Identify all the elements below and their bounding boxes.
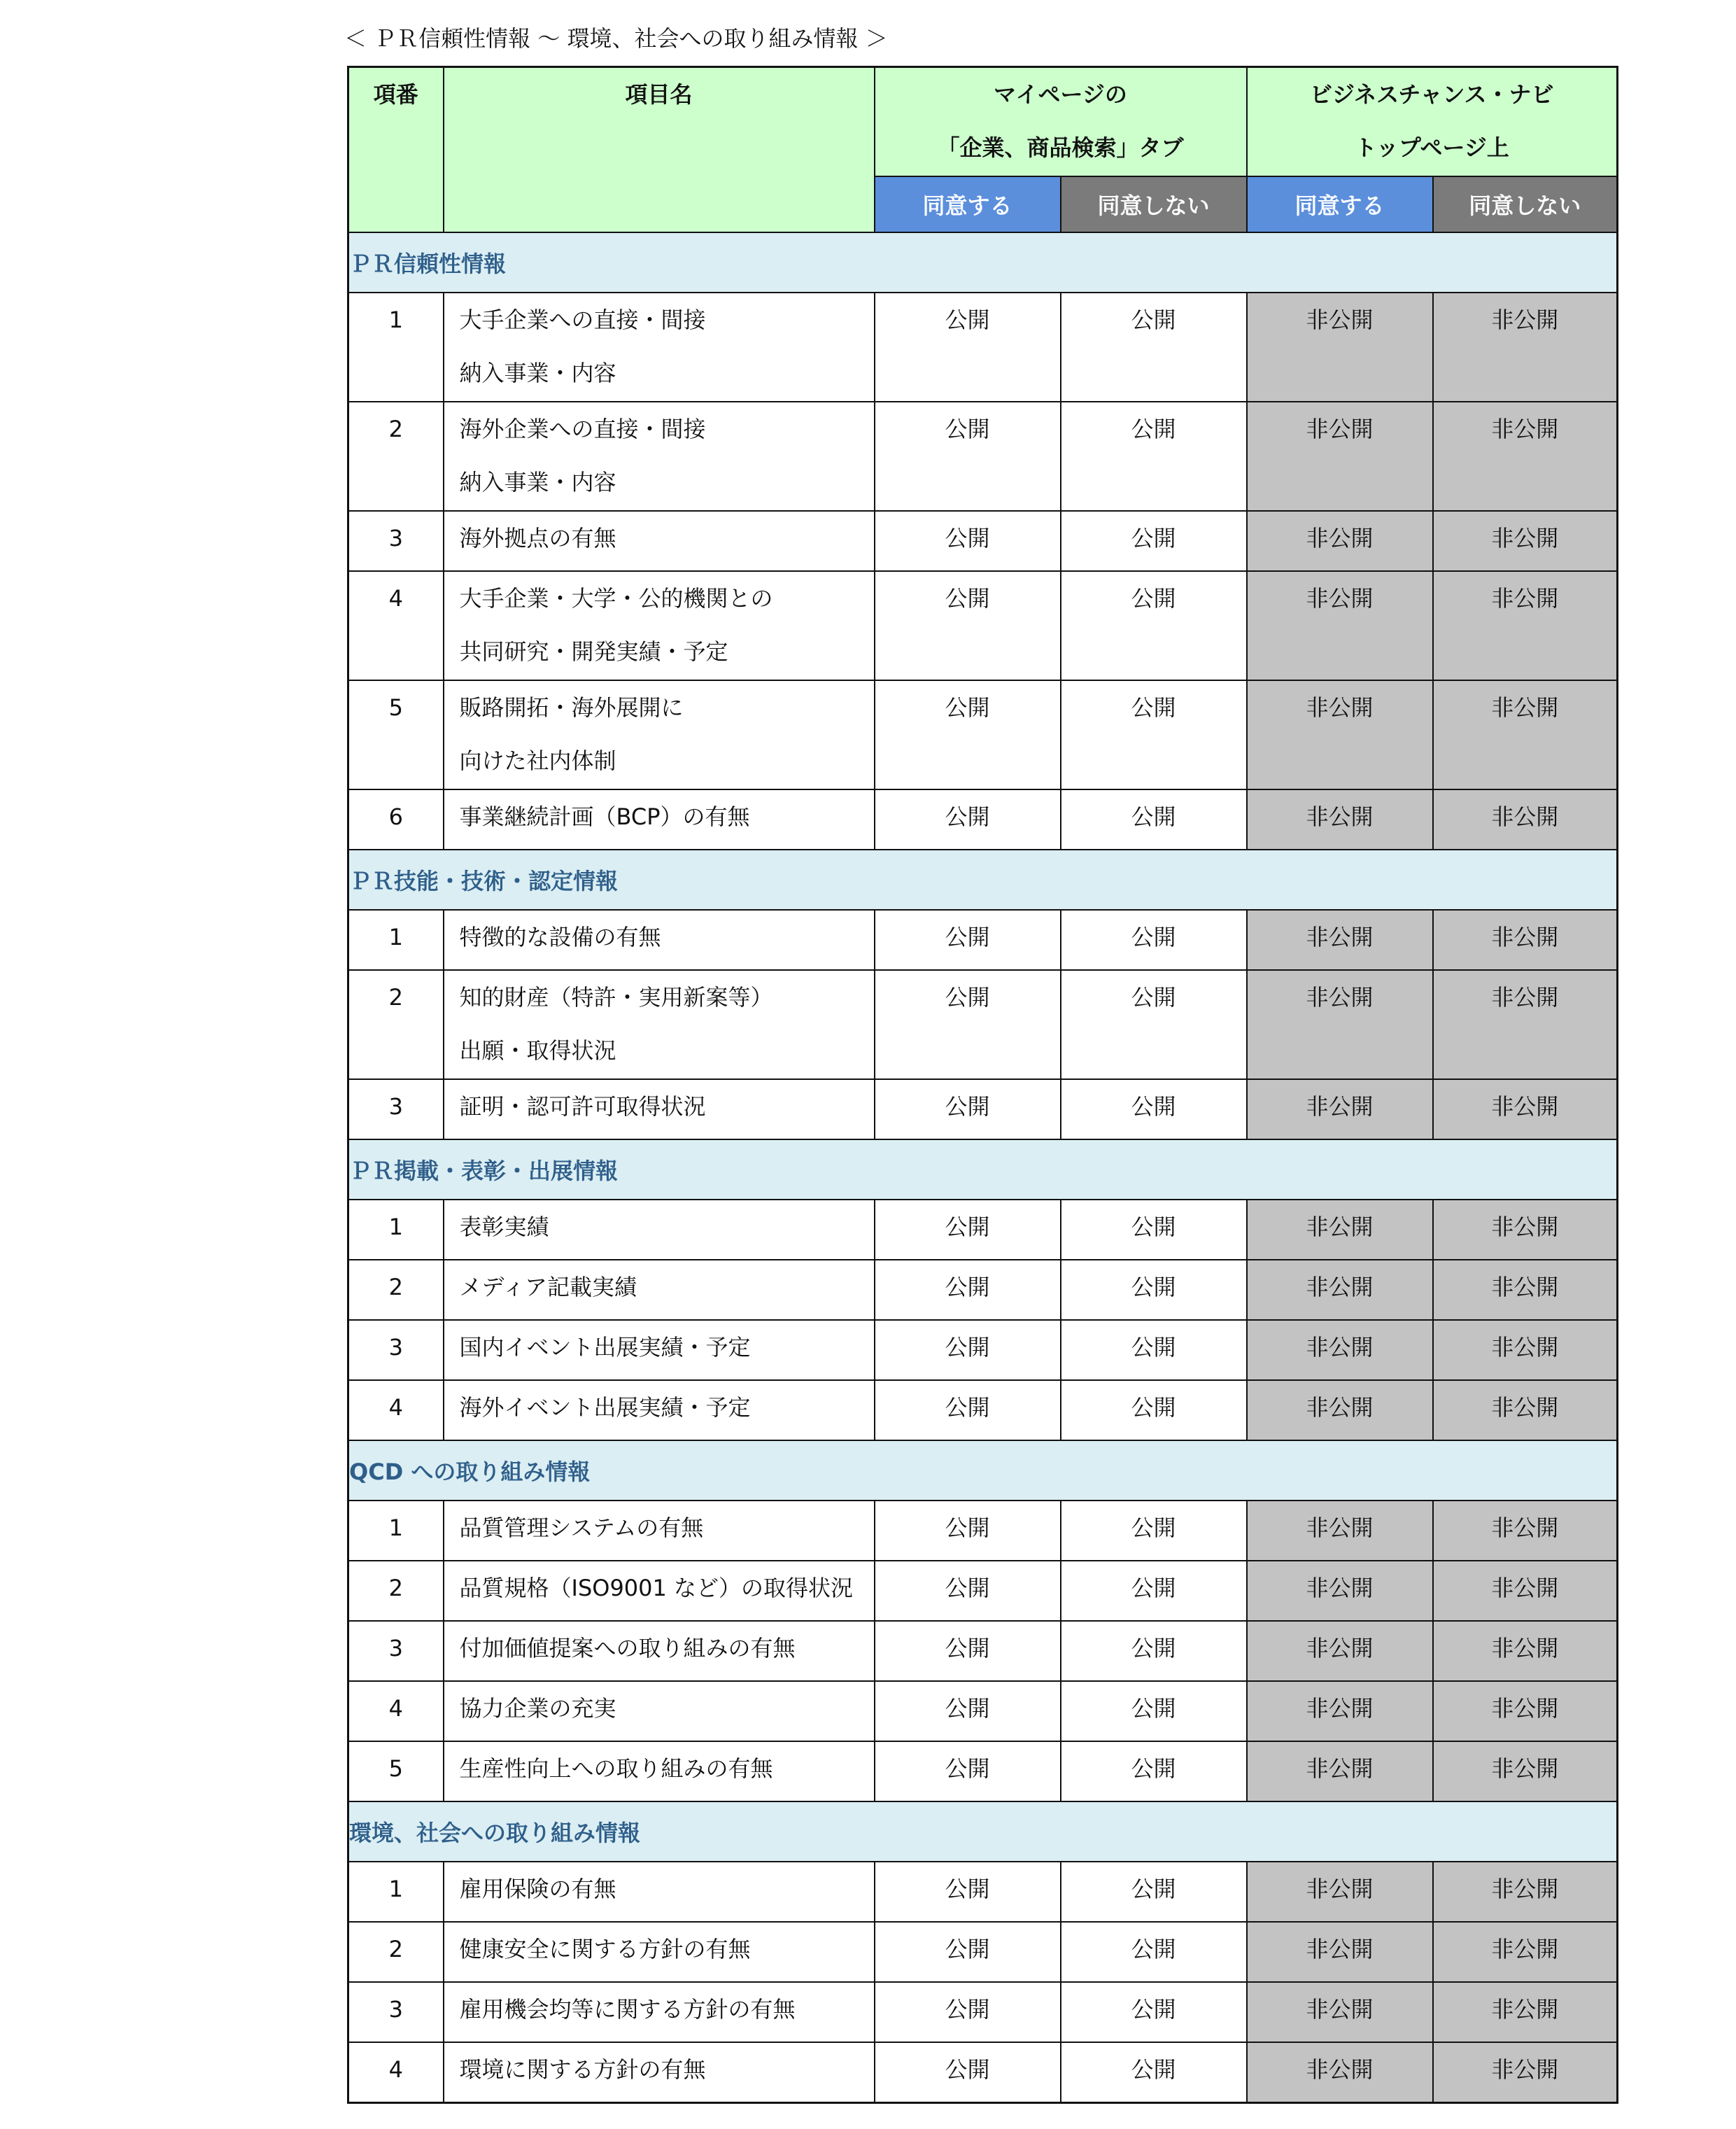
navi-agree-value: 非公開: [1247, 402, 1433, 511]
header-navi-disagree: 同意しない: [1433, 176, 1618, 232]
header-navi-line2: トップページ上: [1354, 134, 1509, 161]
navi-disagree-value: 非公開: [1433, 1200, 1618, 1260]
section-title: ＰＲ信頼性情報: [348, 232, 1618, 293]
item-name: [444, 1922, 875, 1982]
item-name-line: 表彰実績: [459, 1214, 549, 1240]
table-row: [348, 1320, 1618, 1380]
table-body: [348, 232, 1618, 2103]
item-number: 4: [348, 1681, 444, 1741]
navi-agree-value: 非公開: [1247, 910, 1433, 970]
navi-disagree-value: 非公開: [1433, 1982, 1618, 2042]
item-name-line: 品質管理システムの有無: [459, 1515, 704, 1541]
item-number: 3: [348, 1621, 444, 1681]
mypage-agree-value: 公開: [875, 293, 1061, 402]
item-name-line: 特徴的な設備の有無: [459, 924, 661, 950]
navi-disagree-value: 非公開: [1433, 2042, 1618, 2103]
mypage-disagree-value: 公開: [1061, 1380, 1247, 1440]
table-row: [348, 1200, 1618, 1260]
item-number: 1: [348, 910, 444, 970]
item-name: [444, 1200, 875, 1260]
navi-agree-value: 非公開: [1247, 1079, 1433, 1139]
mypage-agree-value: 公開: [875, 789, 1061, 850]
navi-agree-value: 非公開: [1247, 1501, 1433, 1561]
item-number: 4: [348, 571, 444, 680]
item-number: 2: [348, 1260, 444, 1320]
mypage-agree-value: 公開: [875, 402, 1061, 511]
navi-agree-value: 非公開: [1247, 1561, 1433, 1621]
navi-agree-value: 非公開: [1247, 1922, 1433, 1982]
table-row: [348, 1741, 1618, 1801]
mypage-disagree-value: 公開: [1061, 511, 1247, 571]
item-name-line: 大手企業・大学・公的機関との: [459, 585, 773, 612]
section-row: [348, 1139, 1618, 1200]
item-name: [444, 293, 875, 402]
header-mypage-search-tab: [875, 67, 1247, 177]
mypage-disagree-value: 公開: [1061, 1501, 1247, 1561]
navi-disagree-value: 非公開: [1433, 1079, 1618, 1139]
mypage-disagree-value: 公開: [1061, 910, 1247, 970]
mypage-agree-value: 公開: [875, 1320, 1061, 1380]
mypage-disagree-value: 公開: [1061, 1982, 1247, 2042]
table-row: [348, 402, 1618, 511]
disclosure-settings-table: [347, 66, 1618, 2104]
navi-disagree-value: 非公開: [1433, 293, 1618, 402]
item-number: 1: [348, 1200, 444, 1260]
item-name-line: 販路開拓・海外展開に: [459, 694, 684, 721]
mypage-disagree-value: 公開: [1061, 2042, 1247, 2103]
navi-agree-value: 非公開: [1247, 1260, 1433, 1320]
table-row: [348, 970, 1618, 1079]
table-row: [348, 1862, 1618, 1922]
item-number: 4: [348, 1380, 444, 1440]
item-name: [444, 1681, 875, 1741]
item-number: 2: [348, 1922, 444, 1982]
mypage-disagree-value: 公開: [1061, 680, 1247, 789]
item-name-line: 雇用保険の有無: [459, 1876, 616, 1902]
navi-agree-value: 非公開: [1247, 1380, 1433, 1440]
item-name: [444, 970, 875, 1079]
mypage-agree-value: 公開: [875, 1741, 1061, 1801]
item-number: 1: [348, 1862, 444, 1922]
table-row: [348, 1561, 1618, 1621]
item-name: [444, 1862, 875, 1922]
item-name: [444, 1501, 875, 1561]
mypage-agree-value: 公開: [875, 511, 1061, 571]
mypage-disagree-value: 公開: [1061, 293, 1247, 402]
item-name-line: 国内イベント出展実績・予定: [459, 1334, 751, 1361]
table-row: [348, 1621, 1618, 1681]
item-name-line: 生産性向上への取り組みの有無: [459, 1755, 773, 1782]
item-number: 3: [348, 511, 444, 571]
item-name: [444, 1079, 875, 1139]
mypage-agree-value: 公開: [875, 680, 1061, 789]
mypage-disagree-value: 公開: [1061, 571, 1247, 680]
navi-disagree-value: 非公開: [1433, 970, 1618, 1079]
mypage-agree-value: 公開: [875, 1260, 1061, 1320]
table-row: [348, 1501, 1618, 1561]
header-navi-agree: 同意する: [1247, 176, 1433, 232]
navi-disagree-value: 非公開: [1433, 1621, 1618, 1681]
mypage-agree-value: 公開: [875, 1079, 1061, 1139]
item-name: [444, 1380, 875, 1440]
table-row: [348, 1079, 1618, 1139]
item-name-line: 証明・認可許可取得状況: [459, 1093, 706, 1120]
item-name-line: 雇用機会均等に関する方針の有無: [459, 1996, 796, 2023]
navi-disagree-value: 非公開: [1433, 402, 1618, 511]
table-row: [348, 2042, 1618, 2103]
item-name: [444, 1260, 875, 1320]
item-name-line: 協力企業の充実: [459, 1695, 616, 1722]
table-row: [348, 789, 1618, 850]
table-row: [348, 910, 1618, 970]
header-item-name: 項目名: [444, 67, 875, 233]
item-number: 1: [348, 1501, 444, 1561]
navi-disagree-value: 非公開: [1433, 1380, 1618, 1440]
mypage-agree-value: 公開: [875, 910, 1061, 970]
item-number: 1: [348, 293, 444, 402]
table-row: [348, 1380, 1618, 1440]
navi-disagree-value: 非公開: [1433, 1561, 1618, 1621]
mypage-agree-value: 公開: [875, 1922, 1061, 1982]
table-row: [348, 1681, 1618, 1741]
navi-disagree-value: 非公開: [1433, 1922, 1618, 1982]
item-number: 5: [348, 680, 444, 789]
mypage-agree-value: 公開: [875, 1681, 1061, 1741]
item-number: 3: [348, 1079, 444, 1139]
section-row: [348, 232, 1618, 293]
item-name: [444, 511, 875, 571]
item-name: [444, 2042, 875, 2103]
mypage-disagree-value: 公開: [1061, 1260, 1247, 1320]
item-name-line: 向けた社内体制: [459, 747, 616, 774]
mypage-disagree-value: 公開: [1061, 789, 1247, 850]
item-name: [444, 1741, 875, 1801]
item-number: 4: [348, 2042, 444, 2103]
item-number: 5: [348, 1741, 444, 1801]
item-name: [444, 1320, 875, 1380]
item-number: 2: [348, 1561, 444, 1621]
section-title: 環境、社会への取り組み情報: [348, 1801, 1618, 1862]
mypage-agree-value: 公開: [875, 1501, 1061, 1561]
navi-agree-value: 非公開: [1247, 680, 1433, 789]
item-name-line: 海外イベント出展実績・予定: [459, 1394, 751, 1421]
header-mypage-disagree: 同意しない: [1061, 176, 1247, 232]
item-name-line: 納入事業・内容: [459, 360, 616, 386]
navi-agree-value: 非公開: [1247, 1200, 1433, 1260]
mypage-disagree-value: 公開: [1061, 1862, 1247, 1922]
navi-agree-value: 非公開: [1247, 970, 1433, 1079]
mypage-disagree-value: 公開: [1061, 970, 1247, 1079]
mypage-agree-value: 公開: [875, 571, 1061, 680]
mypage-disagree-value: 公開: [1061, 1561, 1247, 1621]
item-name-line: 共同研究・開発実績・予定: [459, 638, 728, 665]
header-navi-line1: ビジネスチャンス・ナビ: [1310, 81, 1554, 108]
page-title: ＜ ＰＲ信頼性情報 ～ 環境、社会への取り組み情報 ＞: [344, 25, 888, 52]
navi-disagree-value: 非公開: [1433, 511, 1618, 571]
table-row: [348, 680, 1618, 789]
mypage-disagree-value: 公開: [1061, 1922, 1247, 1982]
navi-disagree-value: 非公開: [1433, 789, 1618, 850]
item-name-line: 大手企業への直接・間接: [459, 307, 706, 333]
navi-disagree-value: 非公開: [1433, 680, 1618, 789]
navi-agree-value: 非公開: [1247, 511, 1433, 571]
mypage-agree-value: 公開: [875, 1982, 1061, 2042]
navi-agree-value: 非公開: [1247, 293, 1433, 402]
mypage-agree-value: 公開: [875, 970, 1061, 1079]
navi-agree-value: 非公開: [1247, 1741, 1433, 1801]
navi-agree-value: 非公開: [1247, 789, 1433, 850]
mypage-disagree-value: 公開: [1061, 1079, 1247, 1139]
item-name-line: 知的財産（特許・実用新案等）: [459, 984, 773, 1011]
table-row: [348, 1922, 1618, 1982]
mypage-agree-value: 公開: [875, 1621, 1061, 1681]
mypage-disagree-value: 公開: [1061, 1200, 1247, 1260]
navi-agree-value: 非公開: [1247, 1681, 1433, 1741]
mypage-agree-value: 公開: [875, 2042, 1061, 2103]
item-name-line: 付加価値提案への取り組みの有無: [459, 1635, 796, 1661]
item-name: [444, 1561, 875, 1621]
section-row: [348, 1801, 1618, 1862]
item-name-line: 海外企業への直接・間接: [459, 416, 706, 442]
item-name: [444, 571, 875, 680]
table-row: [348, 293, 1618, 402]
mypage-agree-value: 公開: [875, 1862, 1061, 1922]
navi-agree-value: 非公開: [1247, 2042, 1433, 2103]
item-name-line: 事業継続計画（BCP）の有無: [459, 803, 750, 830]
item-name-line: 出願・取得状況: [459, 1037, 616, 1064]
table-header: [348, 67, 1618, 233]
navi-disagree-value: 非公開: [1433, 571, 1618, 680]
item-name-line: 海外拠点の有無: [459, 525, 616, 551]
header-mypage-line2: 「企業、商品検索」タブ: [937, 134, 1184, 161]
navi-agree-value: 非公開: [1247, 571, 1433, 680]
navi-disagree-value: 非公開: [1433, 1681, 1618, 1741]
mypage-agree-value: 公開: [875, 1561, 1061, 1621]
navi-disagree-value: 非公開: [1433, 1320, 1618, 1380]
section-title: ＰＲ技能・技術・認定情報: [348, 850, 1618, 910]
header-mypage-agree: 同意する: [875, 176, 1061, 232]
table-row: [348, 571, 1618, 680]
item-name: [444, 789, 875, 850]
item-name-line: 納入事業・内容: [459, 469, 616, 496]
item-number: 2: [348, 402, 444, 511]
item-name: [444, 1982, 875, 2042]
navi-disagree-value: 非公開: [1433, 1741, 1618, 1801]
navi-agree-value: 非公開: [1247, 1982, 1433, 2042]
section-row: [348, 1440, 1618, 1501]
item-name-line: メディア記載実績: [459, 1274, 637, 1300]
item-name-line: 健康安全に関する方針の有無: [459, 1936, 751, 1962]
navi-disagree-value: 非公開: [1433, 1501, 1618, 1561]
item-name: [444, 402, 875, 511]
mypage-disagree-value: 公開: [1061, 1320, 1247, 1380]
navi-disagree-value: 非公開: [1433, 1260, 1618, 1320]
header-item-number: 項番: [348, 67, 444, 233]
item-number: 3: [348, 1982, 444, 2042]
table-row: [348, 511, 1618, 571]
navi-disagree-value: 非公開: [1433, 1862, 1618, 1922]
item-name-line: 品質規格（ISO9001 など）の取得状況: [459, 1575, 854, 1601]
item-number: 6: [348, 789, 444, 850]
item-name: [444, 910, 875, 970]
navi-agree-value: 非公開: [1247, 1862, 1433, 1922]
mypage-agree-value: 公開: [875, 1200, 1061, 1260]
mypage-disagree-value: 公開: [1061, 1741, 1247, 1801]
navi-disagree-value: 非公開: [1433, 910, 1618, 970]
navi-agree-value: 非公開: [1247, 1621, 1433, 1681]
mypage-agree-value: 公開: [875, 1380, 1061, 1440]
section-row: [348, 850, 1618, 910]
mypage-disagree-value: 公開: [1061, 402, 1247, 511]
item-number: 2: [348, 970, 444, 1079]
item-name: [444, 680, 875, 789]
table-row: [348, 1982, 1618, 2042]
mypage-disagree-value: 公開: [1061, 1621, 1247, 1681]
item-name: [444, 1621, 875, 1681]
item-name-line: 環境に関する方針の有無: [459, 2056, 706, 2083]
header-mypage-line1: マイページの: [994, 81, 1127, 108]
section-title: QCD への取り組み情報: [348, 1440, 1618, 1501]
item-number: 3: [348, 1320, 444, 1380]
section-title: ＰＲ掲載・表彰・出展情報: [348, 1139, 1618, 1200]
mypage-disagree-value: 公開: [1061, 1681, 1247, 1741]
navi-agree-value: 非公開: [1247, 1320, 1433, 1380]
table-row: [348, 1260, 1618, 1320]
header-business-navi-top: [1247, 67, 1618, 177]
